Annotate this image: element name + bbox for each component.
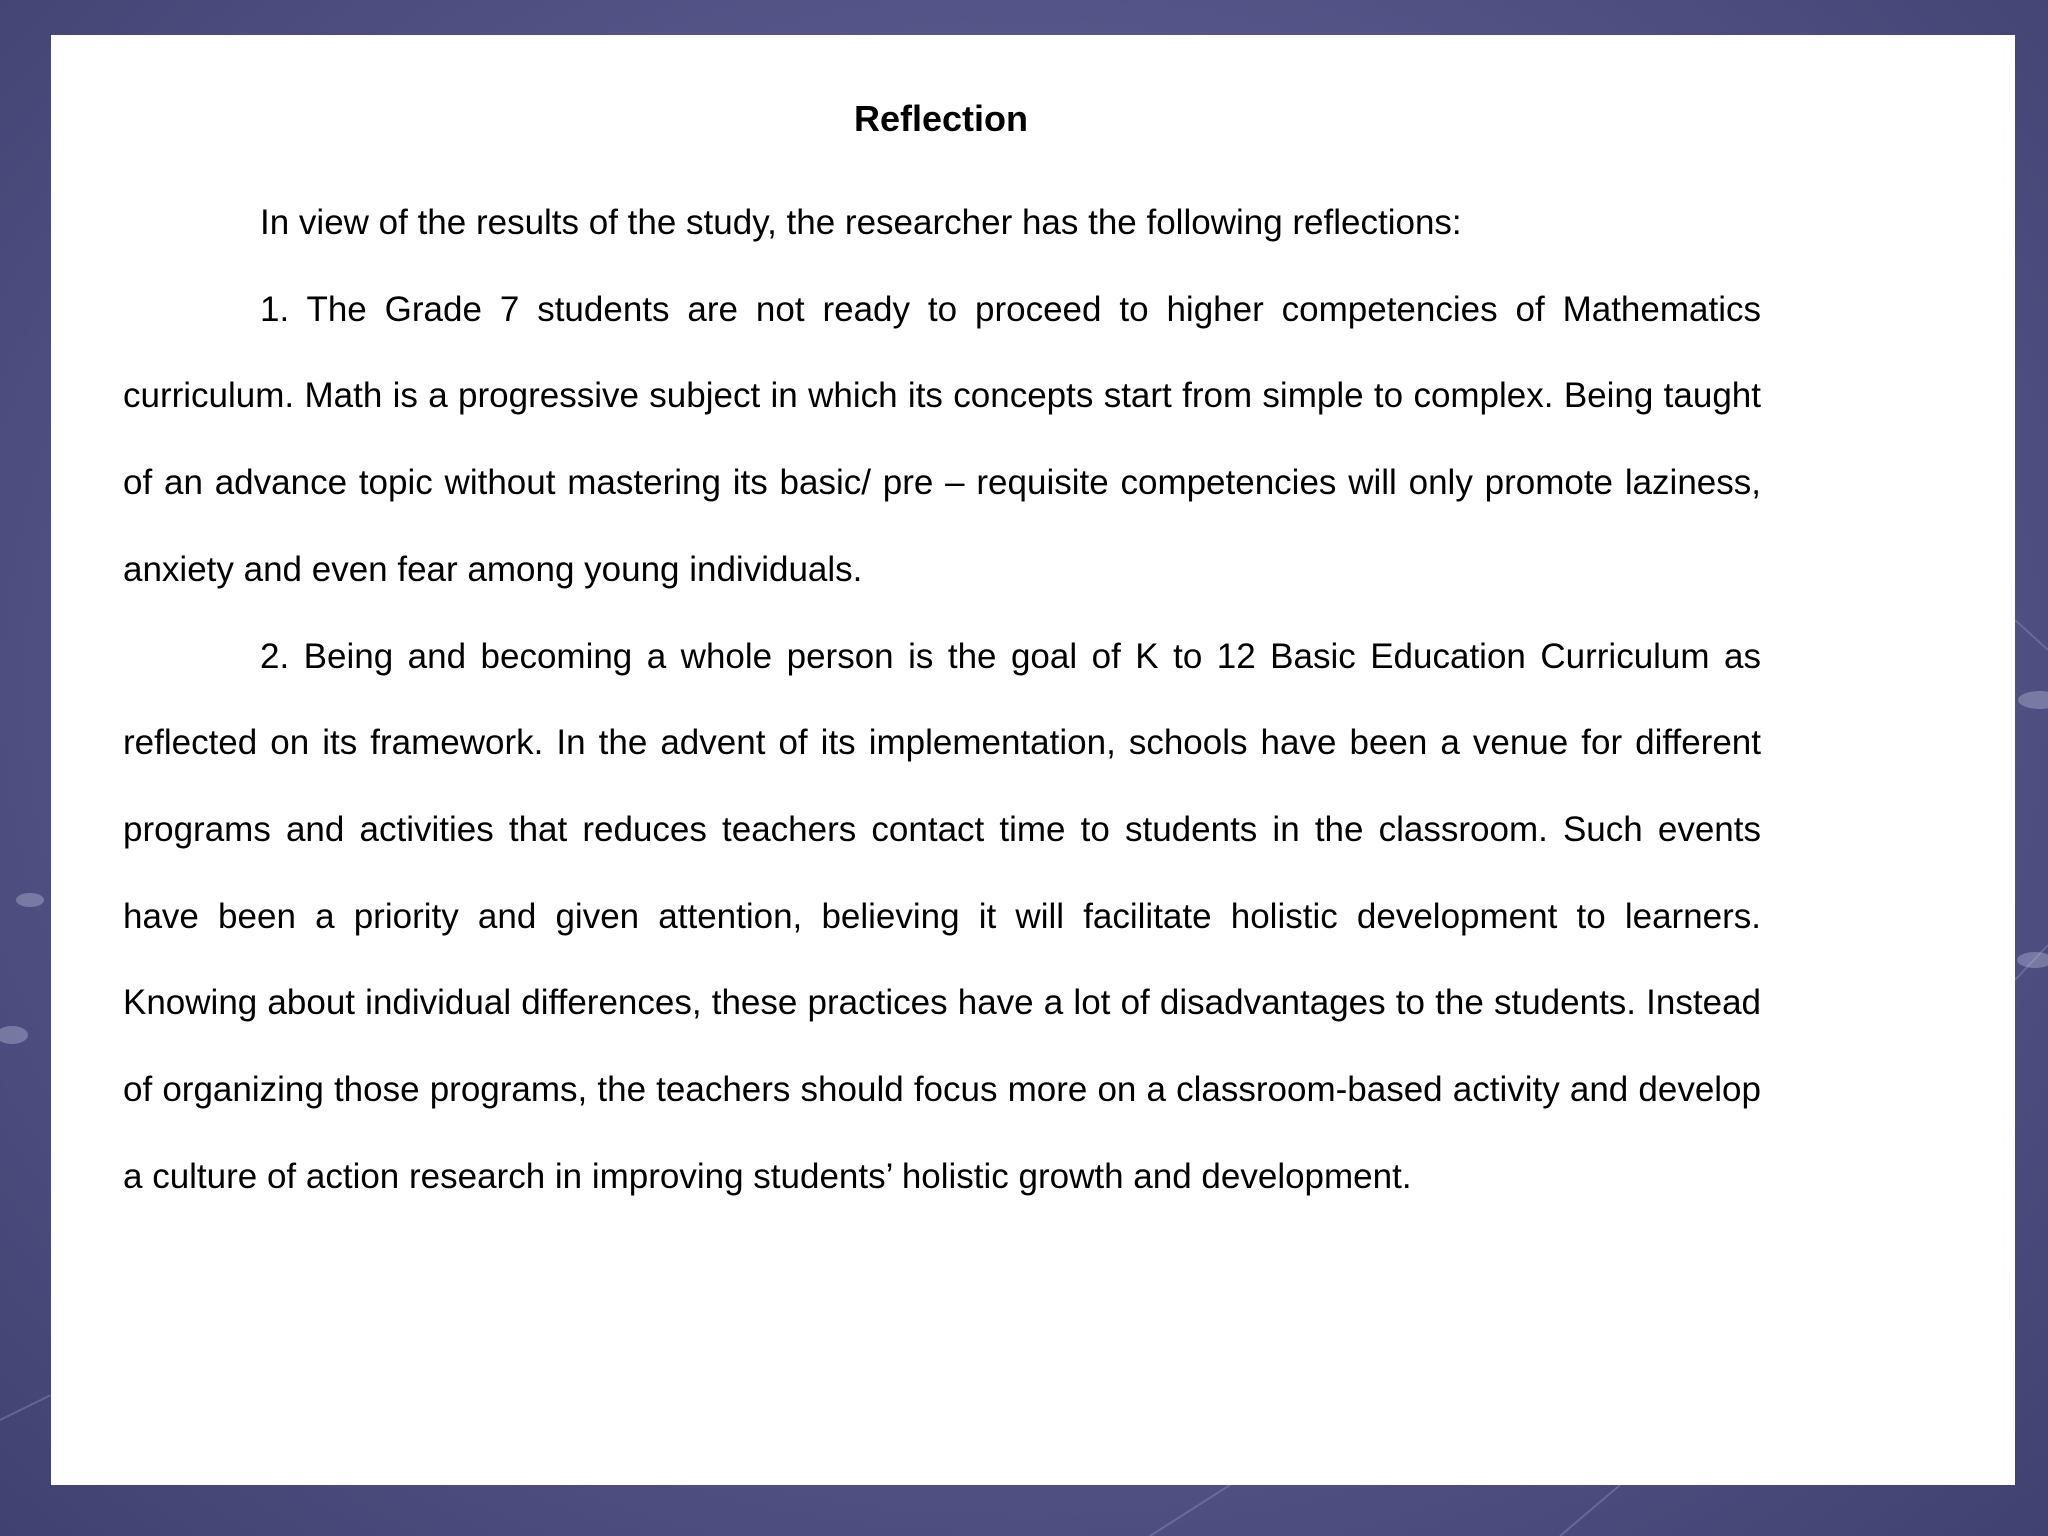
document-page (51, 35, 2015, 1485)
page-title: Reflection (853, 98, 1029, 139)
paragraph-intro: In view of the results of the study, the researcher has the following reflections: (260, 203, 1462, 242)
paragraph-reflection-2: 2. Being and becoming a whole person is the goal of K to 12 Basic Education Curriculum as reflected on its framework. In the advent of its implementation, schools have been a venue for different programs and activities that reduces teachers contact time to students in the classroom. Such events have been a priority and given attention, believing it will facilitate holistic development to learners. Knowing about individual differences, these practices have a lot of disadvantages to the students. Instead of organizing those programs, the teachers should focus more on a classroom-based activity and develop a culture of action research in improving students’ holistic growth and development. (123, 636, 1761, 1196)
document-body (123, 180, 1761, 1220)
paragraph-reflection-1: 1. The Grade 7 students are not ready to proceed to higher competencies of Mathematics curriculum. Math is a progressive subject in which its concepts start from simple to complex. Being taught of an advance topic without mastering its basic/ pre – requisite competencies will only promote laziness, anxiety and even fear among young individuals. (123, 289, 1761, 589)
